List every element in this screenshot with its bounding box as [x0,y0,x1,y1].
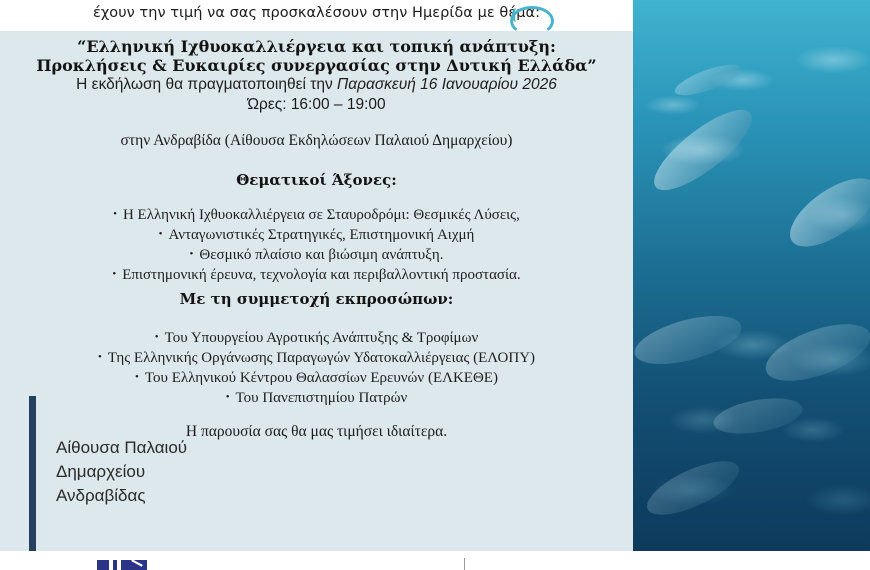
list-item: • Ανταγωνιστικές Στρατηγικές, Επιστημονική Αιχμή [158,227,475,243]
organization-logo-left [97,560,147,570]
invitation-line: έχουν την τιμή να σας προσκαλέσουν στην Ημερίδα με θέμα: [92,5,541,21]
bullet-icon: • [97,351,102,363]
event-date-value: Παρασκευή 16 Ιανουαρίου 2026 [337,76,557,93]
bullet-icon: • [225,391,230,403]
address-line-1: Αίθουσα Παλαιού [56,438,188,457]
participants-heading: Με τη συμμετοχή εκπροσώπων: [179,290,454,308]
logo-divider [464,558,465,570]
bullet-icon: • [158,228,163,240]
bullet-icon: • [113,208,117,220]
thematic-axes-heading: Θεματικοί Άξονες: [236,171,397,189]
event-venue: στην Ανδραβίδα (Αίθουσα Εκδηλώσεων Παλαιού Δημαρχείου) [120,132,513,149]
list-item: • Του Ελληνικού Κέντρου Θαλασσίων Ερευνών (ΕΛΚΕΘΕ) [135,370,498,386]
event-title-line-2: Προκλήσεις & Ευκαιρίες συνεργασίας στην Δυτική Ελλάδα” [36,56,597,75]
clipped-text-line [190,0,590,1]
list-item: • Επιστημονική έρευνα, τεχνολογία και περιβαλλοντική προστασία. [112,267,521,283]
logo-strip [0,551,870,570]
event-hours: Ώρες: 16:00 – 19:00 [247,96,386,113]
participants-list [0,328,633,408]
bullet-icon: • [189,248,194,260]
event-title-line-1: “Ελληνική Ιχθυοκαλλιέργεια και τοπική ανάπτυξη: [77,37,556,56]
list-item: • Θεσμικό πλαίσιο και βιώσιμη ανάπτυξη. [189,247,444,263]
list-item: • Του Υπουργείου Αγροτικής Ανάπτυξης & Τροφίμων [154,330,479,346]
address-line-2: Δημαρχείου [56,462,146,481]
fish-school-photo [633,0,870,552]
list-item: • Της Ελληνικής Οργάνωσης Παραγωγών Υδατοκαλλιέργειας (ΕΛΟΠΥ) [97,350,536,366]
list-item: • Η Ελληνική Ιχθυοκαλλιέργεια σε Σταυροδρόμι: Θεσμικές Λύσεις, [113,207,520,223]
accent-bar [29,396,36,570]
bullet-icon: • [112,268,117,280]
bullet-icon: • [154,331,159,343]
bullet-icon: • [135,371,139,383]
list-item: • Του Πανεπιστημίου Πατρών [225,390,408,406]
event-title-block [0,37,633,114]
event-date-prefix: Η εκδήλωση θα πραγματοποιηθεί την [76,76,338,93]
event-date-line [0,75,633,95]
venue-address [56,436,187,508]
closing-line: Η παρουσία σας θα μας τιμήσει ιδιαίτερα. [185,423,448,440]
thematic-axes-list [0,205,633,285]
logo-arc-icon [512,8,520,22]
address-line-3: Ανδραβίδας [56,486,146,505]
